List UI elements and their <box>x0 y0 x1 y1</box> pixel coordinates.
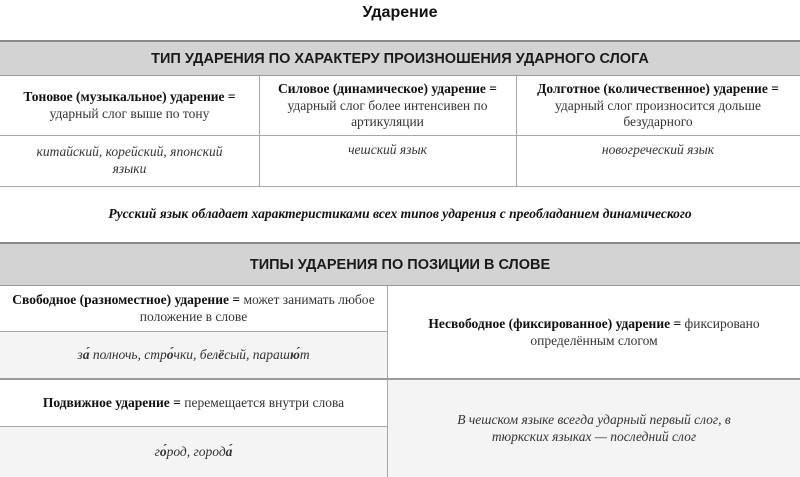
quantitative-stress-term: Долготное (количественное) ударение = <box>537 80 779 96</box>
mobile-stress-term: Подвижное ударение = <box>42 394 181 410</box>
tonal-stress-term: Тоновое (музыкальное) ударение = <box>23 89 236 105</box>
mobile-example-part: род, город <box>166 443 226 459</box>
section2-header: ТИПЫ УДАРЕНИЯ ПО ПОЗИЦИИ В СЛОВЕ <box>0 242 800 286</box>
tonal-stress-cell <box>0 77 259 135</box>
free-stress-definition: может занимать любое положение в слове <box>139 292 375 324</box>
free-stress-examples <box>0 332 387 378</box>
quantitative-stress-cell <box>516 77 800 135</box>
divider <box>387 286 388 477</box>
mobile-stress-definition: перемещается внутри слова <box>184 394 345 410</box>
mobile-example-part: г <box>154 443 160 459</box>
divider <box>0 426 387 427</box>
free-example-part: з <box>77 346 83 362</box>
stressed-vowel: а́ <box>82 346 90 362</box>
stressed-vowel: ю́ <box>289 346 300 362</box>
stressed-vowel: о́ <box>159 443 167 459</box>
tonal-stress-example <box>0 136 259 186</box>
fixed-stress-definition: фиксировано определённым слогом <box>530 315 760 348</box>
tonal-example-text: китайский, корейский, японский языки <box>36 144 223 176</box>
divider <box>516 76 517 186</box>
dynamic-stress-cell <box>259 77 516 135</box>
free-example-part: чки, бел <box>173 346 219 362</box>
section1-header: ТИП УДАРЕНИЯ ПО ХАРАКТЕРУ ПРОИЗНОШЕНИЯ УДАРНОГО СЛОГА <box>0 40 800 76</box>
quantitative-stress-definition: ударный слог произносится дольше безударного <box>555 97 761 130</box>
fixed-stress-term: Несвободное (фиксированное) ударение = <box>428 315 682 331</box>
free-example-part: полночь, стр <box>89 346 167 362</box>
stressed-vowel: ё <box>218 346 225 362</box>
divider <box>0 135 800 136</box>
free-example-part: сый, параш <box>224 346 290 362</box>
stressed-vowel: а́ <box>225 443 233 459</box>
fixed-stress-note <box>388 380 800 477</box>
page-title: Ударение <box>362 4 438 21</box>
dynamic-stress-example: чешский язык <box>348 142 427 157</box>
free-stress-term: Свободное (разноместное) ударение = <box>12 292 241 308</box>
dynamic-stress-definition: ударный слог более интенсивен по артикуляции <box>287 97 488 130</box>
mobile-stress-cell <box>0 380 387 426</box>
free-example-part: т <box>299 346 310 362</box>
divider <box>0 378 800 380</box>
mobile-stress-examples <box>0 427 387 477</box>
tonal-stress-definition: ударный слог выше по тону <box>49 106 210 121</box>
quantitative-stress-example: новогреческий язык <box>601 142 715 157</box>
free-stress-cell <box>0 287 387 331</box>
divider <box>0 331 387 332</box>
fixed-stress-cell <box>388 287 800 378</box>
stressed-vowel: о́ <box>166 346 174 362</box>
dynamic-stress-term: Силовое (динамическое) ударение = <box>277 80 497 96</box>
fixed-stress-note-text: В чешском языке всегда ударный первый слог, в тюркских языках — последний слог <box>457 411 731 444</box>
russian-stress-note: Русский язык обладает характеристиками всех типов ударения с преобладанием динамического <box>108 206 692 222</box>
divider <box>259 76 260 186</box>
